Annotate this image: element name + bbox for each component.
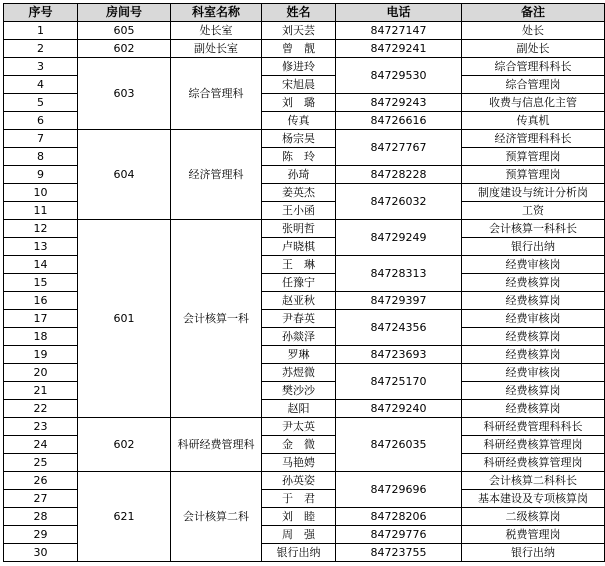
phone-cell: 84728206 [336, 508, 462, 526]
row-number: 24 [4, 436, 78, 454]
header-row [4, 4, 605, 22]
row-number: 8 [4, 148, 78, 166]
row-number: 27 [4, 490, 78, 508]
row-number: 30 [4, 544, 78, 562]
row-number: 1 [4, 22, 78, 40]
phone-cell: 84725170 [336, 364, 462, 400]
room-cell: 621 [78, 472, 171, 562]
name-cell: 尹太英 [262, 418, 336, 436]
note-cell: 传真机 [462, 112, 605, 130]
table-row [4, 58, 605, 76]
room-cell: 602 [78, 418, 171, 472]
name-cell: 陈 玲 [262, 148, 336, 166]
row-number: 15 [4, 274, 78, 292]
row-number: 2 [4, 40, 78, 58]
row-number: 22 [4, 400, 78, 418]
phone-cell: 84724356 [336, 310, 462, 346]
row-number: 28 [4, 508, 78, 526]
phone-cell: 84729243 [336, 94, 462, 112]
room-cell: 601 [78, 220, 171, 418]
name-cell: 杨宗昊 [262, 130, 336, 148]
row-number: 20 [4, 364, 78, 382]
row-number: 12 [4, 220, 78, 238]
note-cell: 科研经费核算管理岗 [462, 436, 605, 454]
row-number: 4 [4, 76, 78, 94]
row-number: 19 [4, 346, 78, 364]
name-cell: 刘 璐 [262, 94, 336, 112]
note-cell: 预算管理岗 [462, 166, 605, 184]
name-cell: 孙琦 [262, 166, 336, 184]
row-number: 23 [4, 418, 78, 436]
note-cell: 处长 [462, 22, 605, 40]
name-cell: 罗琳 [262, 346, 336, 364]
note-cell: 副处长 [462, 40, 605, 58]
note-cell: 会计核算二科科长 [462, 472, 605, 490]
phone-cell: 84729249 [336, 220, 462, 256]
phone-cell: 84727147 [336, 22, 462, 40]
note-cell: 银行出纳 [462, 238, 605, 256]
table-row [4, 130, 605, 148]
header-note: 备注 [462, 4, 605, 22]
note-cell: 收费与信息化主管 [462, 94, 605, 112]
name-cell: 银行出纳 [262, 544, 336, 562]
table-body [4, 22, 605, 562]
row-number: 14 [4, 256, 78, 274]
name-cell: 刘 睦 [262, 508, 336, 526]
note-cell: 经费核算岗 [462, 292, 605, 310]
table-row [4, 40, 605, 58]
phone-cell: 84726035 [336, 418, 462, 472]
name-cell: 宋旭晨 [262, 76, 336, 94]
note-cell: 科研经费核算管理岗 [462, 454, 605, 472]
row-number: 26 [4, 472, 78, 490]
row-number: 29 [4, 526, 78, 544]
name-cell: 传真 [262, 112, 336, 130]
phone-cell: 84723755 [336, 544, 462, 562]
name-cell: 赵阳 [262, 400, 336, 418]
row-number: 13 [4, 238, 78, 256]
row-number: 17 [4, 310, 78, 328]
name-cell: 周 强 [262, 526, 336, 544]
note-cell: 制度建设与统计分析岗 [462, 184, 605, 202]
table-row [4, 22, 605, 40]
name-cell: 尹春英 [262, 310, 336, 328]
phone-cell: 84723693 [336, 346, 462, 364]
name-cell: 曾 靓 [262, 40, 336, 58]
dept-cell: 会计核算二科 [171, 472, 262, 562]
note-cell: 综合管理岗 [462, 76, 605, 94]
name-cell: 修进玲 [262, 58, 336, 76]
name-cell: 王小函 [262, 202, 336, 220]
phone-cell: 84726616 [336, 112, 462, 130]
row-number: 3 [4, 58, 78, 76]
dept-cell: 副处长室 [171, 40, 262, 58]
table-row [4, 472, 605, 490]
room-cell: 602 [78, 40, 171, 58]
phone-cell: 84727767 [336, 130, 462, 166]
phone-cell: 84729776 [336, 526, 462, 544]
dept-cell: 处长室 [171, 22, 262, 40]
note-cell: 经费审核岗 [462, 256, 605, 274]
phone-cell: 84729240 [336, 400, 462, 418]
header-phone: 电话 [336, 4, 462, 22]
row-number: 21 [4, 382, 78, 400]
row-number: 11 [4, 202, 78, 220]
note-cell: 税费管理岗 [462, 526, 605, 544]
note-cell: 经费核算岗 [462, 346, 605, 364]
phone-cell: 84728228 [336, 166, 462, 184]
dept-cell: 会计核算一科 [171, 220, 262, 418]
note-cell: 工资 [462, 202, 605, 220]
phone-cell: 84729530 [336, 58, 462, 94]
note-cell: 银行出纳 [462, 544, 605, 562]
row-number: 10 [4, 184, 78, 202]
row-number: 6 [4, 112, 78, 130]
note-cell: 经费审核岗 [462, 364, 605, 382]
note-cell: 二级核算岗 [462, 508, 605, 526]
name-cell: 孙英姿 [262, 472, 336, 490]
header-room: 房间号 [78, 4, 171, 22]
name-cell: 金 微 [262, 436, 336, 454]
note-cell: 基本建设及专项核算岗 [462, 490, 605, 508]
note-cell: 科研经费管理科科长 [462, 418, 605, 436]
phone-cell: 84729241 [336, 40, 462, 58]
header-name: 姓名 [262, 4, 336, 22]
note-cell: 综合管理科科长 [462, 58, 605, 76]
note-cell: 经济管理科科长 [462, 130, 605, 148]
note-cell: 预算管理岗 [462, 148, 605, 166]
note-cell: 会计核算一科科长 [462, 220, 605, 238]
name-cell: 任豫宁 [262, 274, 336, 292]
phone-cell: 84728313 [336, 256, 462, 292]
note-cell: 经费核算岗 [462, 274, 605, 292]
row-number: 5 [4, 94, 78, 112]
contact-table [3, 3, 605, 562]
table-row [4, 418, 605, 436]
row-number: 18 [4, 328, 78, 346]
row-number: 9 [4, 166, 78, 184]
phone-cell: 84729397 [336, 292, 462, 310]
name-cell: 马艳娉 [262, 454, 336, 472]
row-number: 25 [4, 454, 78, 472]
room-cell: 605 [78, 22, 171, 40]
header-dept: 科室名称 [171, 4, 262, 22]
table-row [4, 220, 605, 238]
note-cell: 经费核算岗 [462, 328, 605, 346]
dept-cell: 科研经费管理科 [171, 418, 262, 472]
name-cell: 刘天芸 [262, 22, 336, 40]
note-cell: 经费核算岗 [462, 382, 605, 400]
row-number: 16 [4, 292, 78, 310]
phone-cell: 84729696 [336, 472, 462, 508]
name-cell: 卢晓棋 [262, 238, 336, 256]
header-no: 序号 [4, 4, 78, 22]
name-cell: 王 琳 [262, 256, 336, 274]
dept-cell: 经济管理科 [171, 130, 262, 220]
name-cell: 樊沙沙 [262, 382, 336, 400]
name-cell: 姜英杰 [262, 184, 336, 202]
room-cell: 603 [78, 58, 171, 130]
note-cell: 经费核算岗 [462, 400, 605, 418]
phone-cell: 84726032 [336, 184, 462, 220]
name-cell: 张明哲 [262, 220, 336, 238]
note-cell: 经费审核岗 [462, 310, 605, 328]
name-cell: 苏煜微 [262, 364, 336, 382]
row-number: 7 [4, 130, 78, 148]
name-cell: 孙燚泽 [262, 328, 336, 346]
name-cell: 于 君 [262, 490, 336, 508]
dept-cell: 综合管理科 [171, 58, 262, 130]
room-cell: 604 [78, 130, 171, 220]
name-cell: 赵亚秋 [262, 292, 336, 310]
